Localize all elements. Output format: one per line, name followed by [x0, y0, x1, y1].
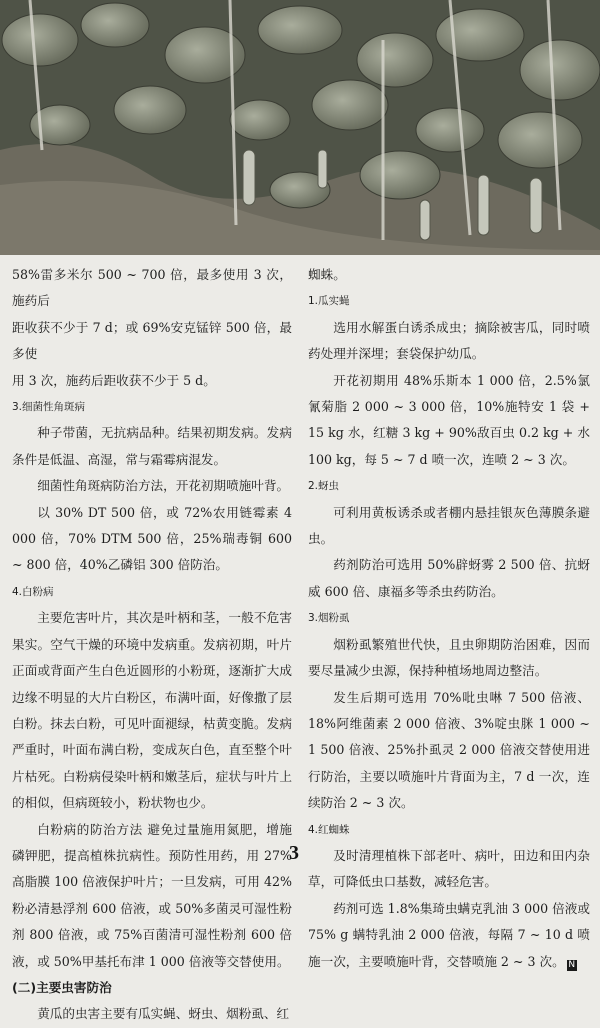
cucumber-plants-illustration	[0, 0, 600, 255]
melon-fly-chemicals: 开花初期用 48%乐斯本 1 000 倍，2.5%氯氰菊脂 2 000 ~ 3 000 倍，10%施特安 1 袋 + 15 kg 水，红糖 3 kg + 90%敌百虫 0.2 kg + 水 100 kg，每 5 ~ 7 d 喷一次，连喷 2 ~ 3 次。	[308, 372, 590, 467]
spider-mite-heading: 4.红蜘蛛	[308, 823, 350, 836]
whitefly-chemicals: 发生后期可选用 70%吡虫啉 7 500 倍液、18%阿维菌素 2 000 倍液、3%啶虫脒 1 000 ~ 1 500 倍液、25%扑虱灵 2 000 倍液交替使用进行防治，主要以喷施叶片背面为主，7 d 一次，连续防治 2 ~ 3 次。	[308, 689, 590, 811]
aphid-chemicals: 药剂防治可选用 50%辟蚜雾 2 500 倍、抗蚜威 600 倍、康福多等杀虫药防治。	[308, 557, 590, 599]
angular-leaf-spot-paragraph: 种子带菌，无抗病品种。结果初期发病。发病条件是低温、高湿，常与霜霉病混发。	[12, 425, 292, 467]
end-mark: N	[568, 959, 576, 970]
powdery-mildew-symptoms: 主要危害叶片，其次是叶柄和茎，一般不危害果实。空气干燥的环境中发病重。发病初期，叶片正面或背面产生白色近圆形的小粉斑，逐渐扩大成边缘不明显的大片白粉区，布满叶面，好像撒了层白粉。抹去白粉，可见叶面褪绿，枯黄变脆。发病严重时，叶面布满白粉，变成灰白色，直至整个叶片枯死。白粉病侵染叶柄和嫩茎后，症状与叶片上的相似，但病斑较小，粉状物也少。	[12, 610, 292, 811]
pest-intro: 黄瓜的虫害主要有瓜实蝇、蚜虫、烟粉虱、红	[37, 1006, 290, 1022]
spider-mite-paragraph: 及时清理植株下部老叶、病叶，田边和田内杂草，可降低虫口基数，减轻危害。	[308, 847, 590, 890]
intro-line-1: 58%雷多米尔 500 ~ 700 倍，最多使用 3 次，施药后	[12, 267, 292, 309]
spider-mite-chemicals	[308, 896, 590, 975]
page-number: 3	[289, 842, 299, 864]
cucumber-field-photo	[0, 0, 600, 255]
melon-fly-paragraph: 选用水解蛋白诱杀成虫；摘除被害瓜，同时喷药处理并深埋；套袋保护幼瓜。	[308, 319, 590, 362]
angular-leaf-spot-control: 细菌性角斑病防治方法，开花初期喷施叶背。	[37, 478, 290, 494]
intro-line-2: 距收获不少于 7 d；或 69%安克锰锌 500 倍，最多使	[12, 319, 292, 362]
spider-mite-chemicals-text: 药剂可选 1.8%集琦虫螨克乳油 3 000 倍液或 75% g 螨特乳油 2 000 倍液，每隔 7 ~ 10 d 喷施一次，主要喷施叶背，交替喷施 2 ~ 3 次。	[308, 900, 590, 969]
right-text-column	[308, 262, 590, 975]
angular-leaf-spot-chemicals: 以 30% DT 500 倍，或 72%农用链霉素 4 000 倍，70% DTM 500 倍，25%瑞毒铜 600 ~ 800 倍，40%乙磷铝 300 倍防治。	[12, 504, 292, 573]
whitefly-heading: 3.烟粉虱	[308, 612, 350, 625]
intro-line-3: 用 3 次，施药后距收获不少于 5 d。	[12, 372, 216, 388]
aphid-paragraph: 可利用黄板诱杀或者棚内悬挂银灰色薄膜条避虫。	[308, 504, 590, 547]
angular-leaf-spot-heading: 3.细菌性角斑病	[12, 401, 86, 414]
powdery-mildew-control: 白粉病的防治方法 避免过量施用氮肥，增施磷钾肥，提高植株抗病性。预防性用药，用 27%高脂膜 100 倍液保护叶片；一旦发病，可用 42%粉必清悬浮剂 600 倍液，或 50%多菌灵可湿性粉剂 800 倍液，或 75%百菌清可湿性粉剂 600 倍液，或 50%甲基托布津 1 000 倍液等交替使用。	[12, 821, 292, 969]
continued-line: 蜘蛛。	[308, 267, 346, 282]
aphid-heading: 2.蚜虫	[308, 480, 340, 493]
left-text-column	[12, 262, 292, 1028]
melon-fly-heading: 1.瓜实蝇	[308, 295, 350, 308]
pest-control-section-heading: (二)主要虫害防治	[12, 979, 112, 995]
powdery-mildew-heading: 4.白粉病	[12, 585, 54, 598]
whitefly-paragraph: 烟粉虱繁殖世代快，且虫卵期防治困难，因而要尽量减少虫源，保持种植场地周边整洁。	[308, 636, 590, 679]
